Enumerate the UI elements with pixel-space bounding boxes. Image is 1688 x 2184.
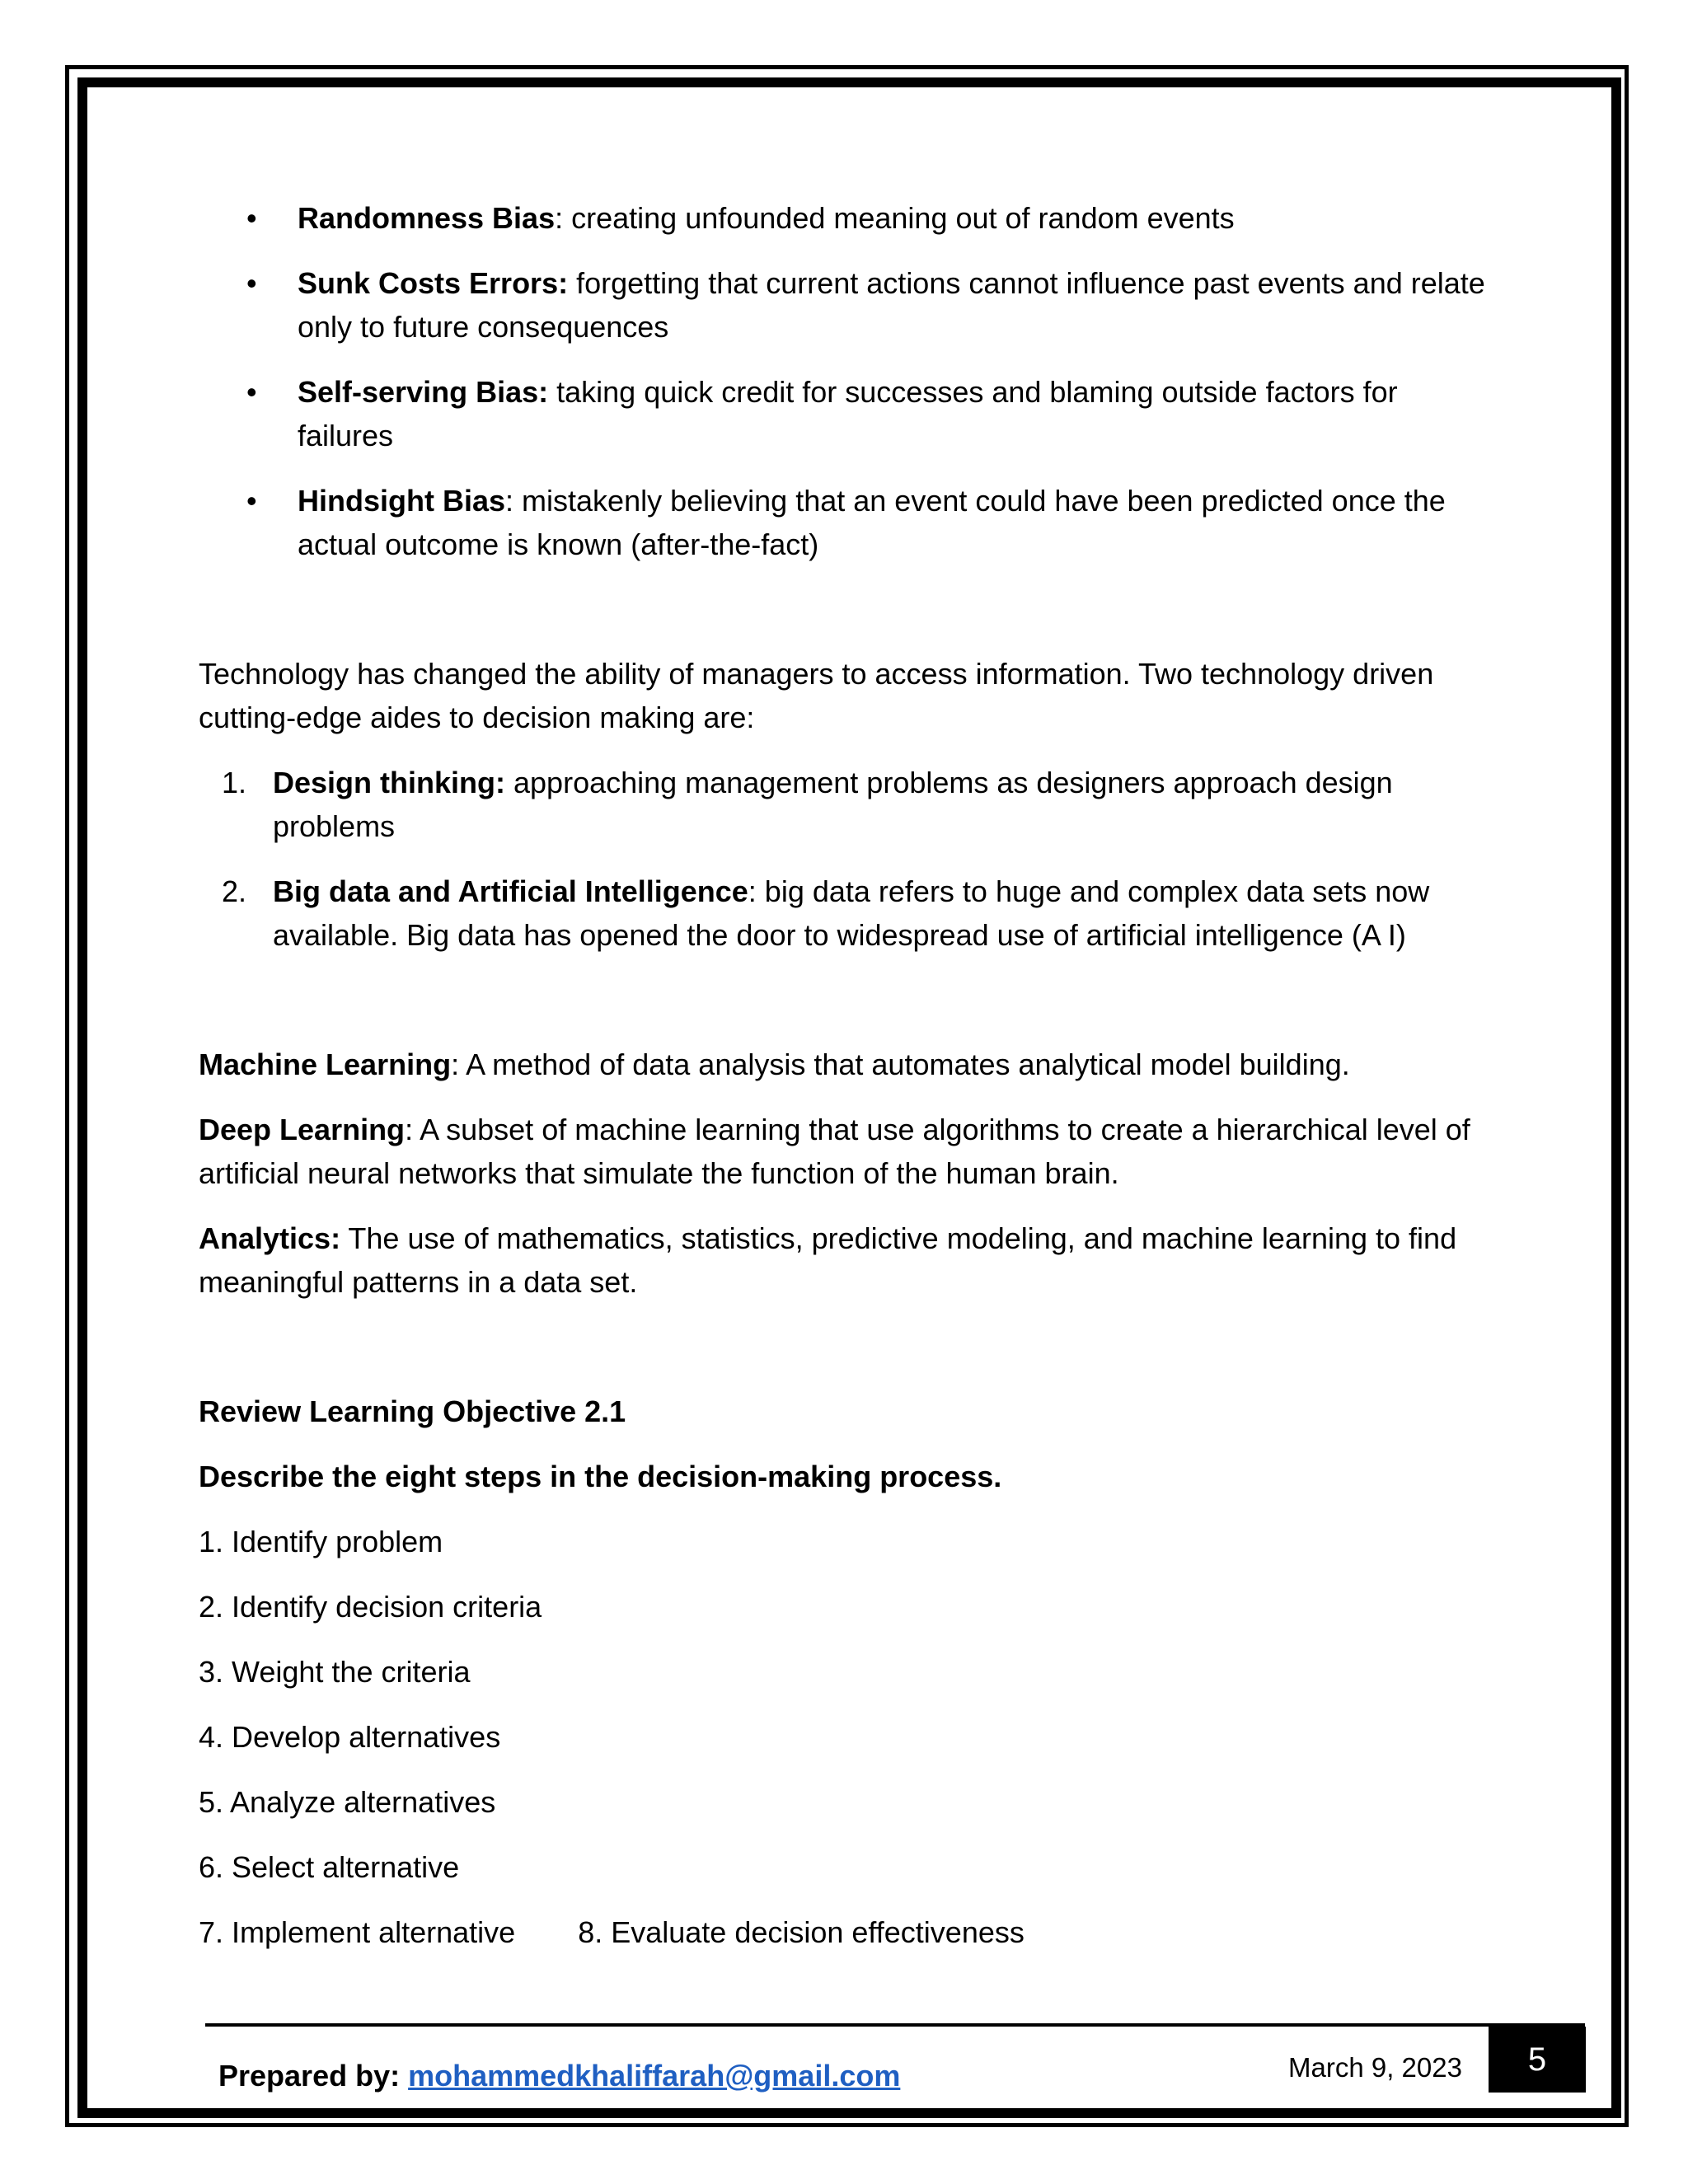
bullet-icon: • <box>246 201 257 235</box>
technology-intro: Technology has changed the ability of managers to access information. Two technology driven cutting-edge aides to decision making are: <box>199 657 1434 734</box>
page-number: 5 <box>1489 2027 1586 2093</box>
bias-term: Self-serving Bias: <box>298 375 549 409</box>
definition-term: Analytics: <box>199 1221 341 1255</box>
bullet-icon: • <box>246 375 257 409</box>
step-item: 3. Weight the criteria <box>199 1655 471 1689</box>
definition-desc: A method of data analysis that automates analytical model building. <box>466 1047 1350 1081</box>
step-item: 7. Implement alternative <box>199 1915 516 1949</box>
step-item: 6. Select alternative <box>199 1850 460 1884</box>
list-number: 1. <box>222 766 247 799</box>
list-item: • Hindsight Bias: mistakenly believing that an event could have been predicted once the actual outcome is known (after-the-fact) <box>199 479 1501 566</box>
footer-divider <box>205 2023 1585 2027</box>
bias-desc: taking quick credit for successes and blaming outside factors for failures <box>298 375 1398 452</box>
definition-desc: The use of mathematics, statistics, predictive modeling, and machine learning to find meaningful patterns in a data set. <box>199 1221 1457 1299</box>
bias-term: Randomness Bias <box>298 201 556 235</box>
aide-desc: approaching management problems as designers approach design problems <box>273 766 1393 843</box>
step-item: 4. Develop alternatives <box>199 1720 501 1754</box>
spacer <box>199 1325 1501 1390</box>
bullet-icon: • <box>246 266 257 300</box>
list-item <box>199 761 1501 848</box>
list-number: 2. <box>222 874 247 908</box>
definition-desc: A subset of machine learning that use algorithms to create a hierarchical level of artificial neural networks that simulate the function of the human brain. <box>199 1113 1470 1190</box>
step-item: 1. Identify problem <box>199 1525 443 1558</box>
list-item: • Randomness Bias: creating unfounded meaning out of random events <box>199 196 1501 240</box>
spacer <box>199 588 1501 652</box>
definition-machine-learning: Machine Learning: A method of data analysis that automates analytical model building. <box>199 1047 1350 1081</box>
bullet-icon: • <box>246 484 257 518</box>
bias-desc: creating unfounded meaning out of random events <box>571 201 1235 235</box>
bias-list <box>199 196 1501 566</box>
bias-term: Sunk Costs Errors: <box>298 266 569 300</box>
bias-desc: mistakenly believing that an event could have been predicted once the actual outcome is known (after-the-fact) <box>298 484 1446 561</box>
step-item: 2. Identify decision criteria <box>199 1590 542 1624</box>
definition-deep-learning: Deep Learning: A subset of machine learning that use algorithms to create a hierarchical level of artificial neural networks that simulate the function of the human brain. <box>199 1113 1470 1190</box>
list-item: 2. Big data and Artificial Intelligence: big data refers to huge and complex data sets now available. Big data has opened the door to widespread use of artificial intelligence (A I) <box>199 869 1501 957</box>
tech-aides-list <box>199 761 1501 957</box>
review-section <box>199 1390 1501 1954</box>
step-item: 5. Analyze alternatives <box>199 1785 496 1819</box>
aide-term: Design thinking: <box>273 766 505 799</box>
step-item: 8. Evaluate decision effectiveness <box>578 1915 1025 1949</box>
author-email-link[interactable]: mohammedkhaliffarah@gmail.com <box>408 2059 901 2093</box>
aide-desc: big data refers to huge and complex data sets now available. Big data has opened the door to widespread use of artificial intelligence (A I) <box>273 874 1430 952</box>
review-question: Describe the eight steps in the decision-making process. <box>199 1460 1002 1493</box>
review-heading: Review Learning Objective 2.1 <box>199 1394 626 1428</box>
aide-term: Big data and Artificial Intelligence <box>273 874 748 908</box>
bias-desc: forgetting that current actions cannot influence past events and relate only to future consequences <box>298 266 1485 344</box>
definition-analytics <box>199 1216 1501 1304</box>
bias-term: Hindsight Bias <box>298 484 506 518</box>
definition-term: Machine Learning <box>199 1047 452 1081</box>
prepared-label: Prepared by: <box>218 2059 409 2093</box>
list-item <box>199 261 1501 349</box>
footer-date: March 9, 2023 <box>1288 2052 1462 2083</box>
page-content <box>199 196 1501 1975</box>
spacer <box>199 978 1501 1043</box>
definition-term: Deep Learning <box>199 1113 406 1146</box>
step-item-pair <box>199 1910 1501 1954</box>
footer-prepared-by <box>218 2057 900 2095</box>
list-item <box>199 370 1501 457</box>
